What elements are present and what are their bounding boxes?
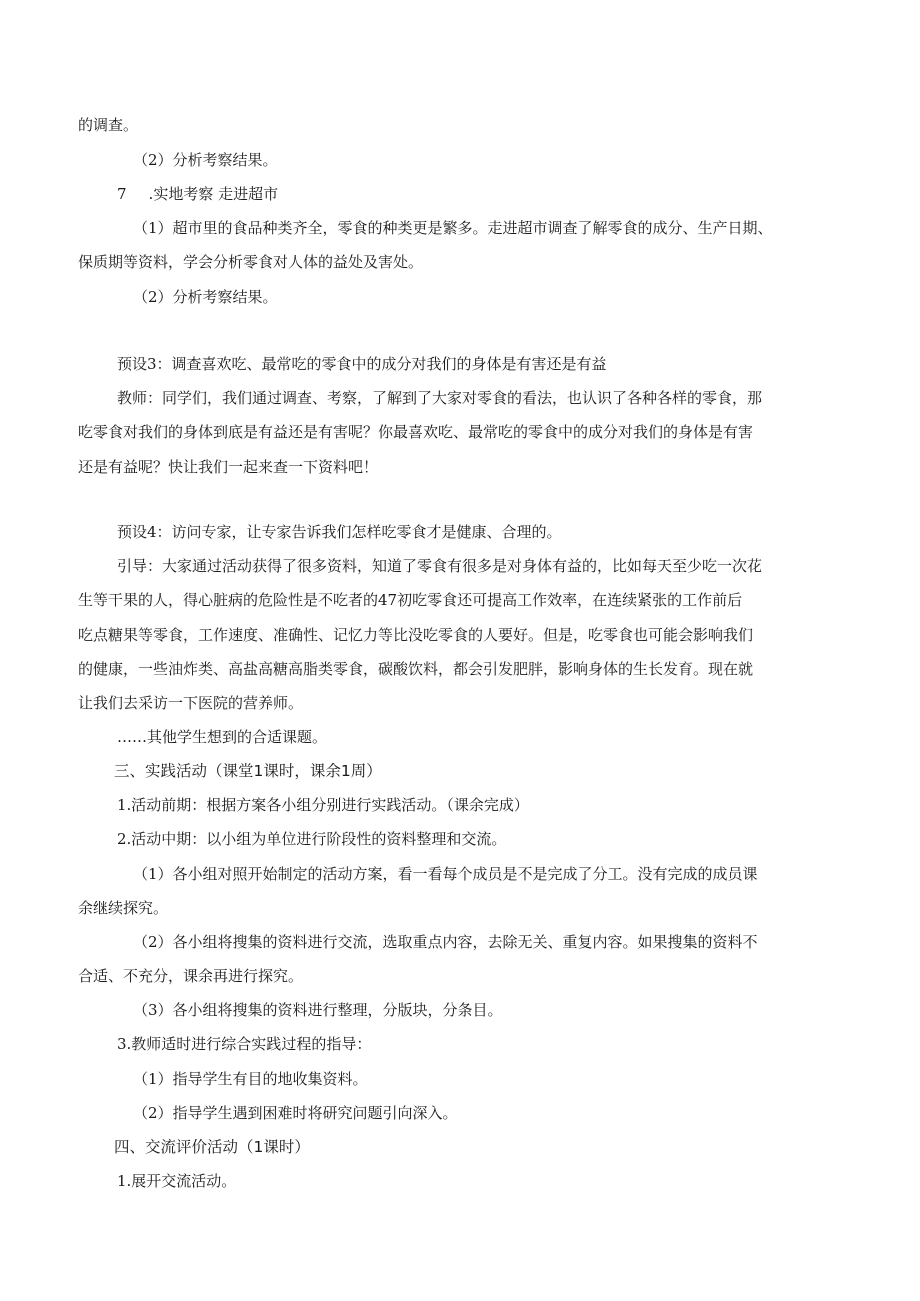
text-line: 吃零食对我们的身体到底是有益还是有害呢？你最喜欢吃、最常吃的零食中的成分对我们的身体是有害 (78, 423, 754, 441)
text-line: 让我们去采访一下医院的营养师。 (78, 694, 304, 712)
section-heading-practice: 三、实践活动（课堂1课时，课余1周） (114, 762, 382, 780)
text-line: （1）超市里的食品种类齐全，零食的种类更是繁多。走进超市调查了解零食的成分、生产日期、 (133, 219, 773, 237)
text-line: 余继续探究。 (78, 899, 169, 917)
text-line: 合适、不充分，课余再进行探究。 (78, 967, 304, 985)
text-line: （3）各小组将搜集的资料进行整理，分版块，分条目。 (133, 1001, 503, 1019)
text-line: 2.活动中期：以小组为单位进行阶段性的资料整理和交流。 (117, 830, 507, 848)
section-heading-evaluation: 四、交流评价活动（1课时） (114, 1138, 310, 1156)
text-line: （2）指导学生遇到困难时将研究问题引向深入。 (133, 1104, 458, 1122)
text-line: （2）分析考察结果。 (133, 288, 278, 306)
preset-4-heading: 预设4：访问专家，让专家告诉我们怎样吃零食才是健康、合理的。 (117, 523, 562, 541)
text-line: 的调查。 (78, 116, 139, 134)
text-line: （1）指导学生有目的地收集资料。 (133, 1070, 368, 1088)
text-line: 3.教师适时进行综合实践过程的指导： (117, 1035, 372, 1053)
text-line: 的健康，一些油炸类、高盐高糖高脂类零食，碳酸饮料，都会引发肥胖，影响身体的生长发育。现在就 (78, 660, 754, 678)
preset-3-heading: 预设3：调查喜欢吃、最常吃的零食中的成分对我们的身体是有害还是有益 (117, 355, 607, 373)
text-line: （1）各小组对照开始制定的活动方案，看一看每个成员是不是完成了分工。没有完成的成员课 (133, 865, 758, 883)
text-line: （2）各小组将搜集的资料进行交流，选取重点内容，去除无关、重复内容。如果搜集的资料不 (133, 933, 758, 951)
text-line: 还是有益呢？快让我们一起来查一下资料吧！ (78, 458, 379, 476)
list-item-title: .实地考察 走进超市 (148, 185, 279, 203)
text-line: 保质期等资料，学会分析零食对人体的益处及害处。 (78, 253, 424, 271)
list-number: 7 (117, 185, 127, 203)
text-line: ……其他学生想到的合适课题。 (117, 728, 328, 746)
text-line: 教师：同学们，我们通过调查、考察，了解到了大家对零食的看法，也认识了各种各样的零食，那 (117, 389, 763, 407)
text-line: 1.展开交流活动。 (117, 1172, 237, 1190)
text-line: 引导：大家通过活动获得了很多资料，知道了零食有很多是对身体有益的，比如每天至少吃一次花 (117, 557, 763, 575)
text-line: 1.活动前期：根据方案各小组分别进行实践活动。（课余完成） (117, 796, 529, 814)
text-line: 吃点糖果等零食，工作速度、准确性、记忆力等比没吃零食的人要好。但是，吃零食也可能会影响我们 (78, 626, 754, 644)
text-line: （2）分析考察结果。 (133, 151, 278, 169)
list-number-7 (117, 184, 278, 204)
text-line: 生等干果的人，得心脏病的危险性是不吃者的47初吃零食还可提高工作效率，在连续紧张的工作前后 (78, 591, 743, 609)
